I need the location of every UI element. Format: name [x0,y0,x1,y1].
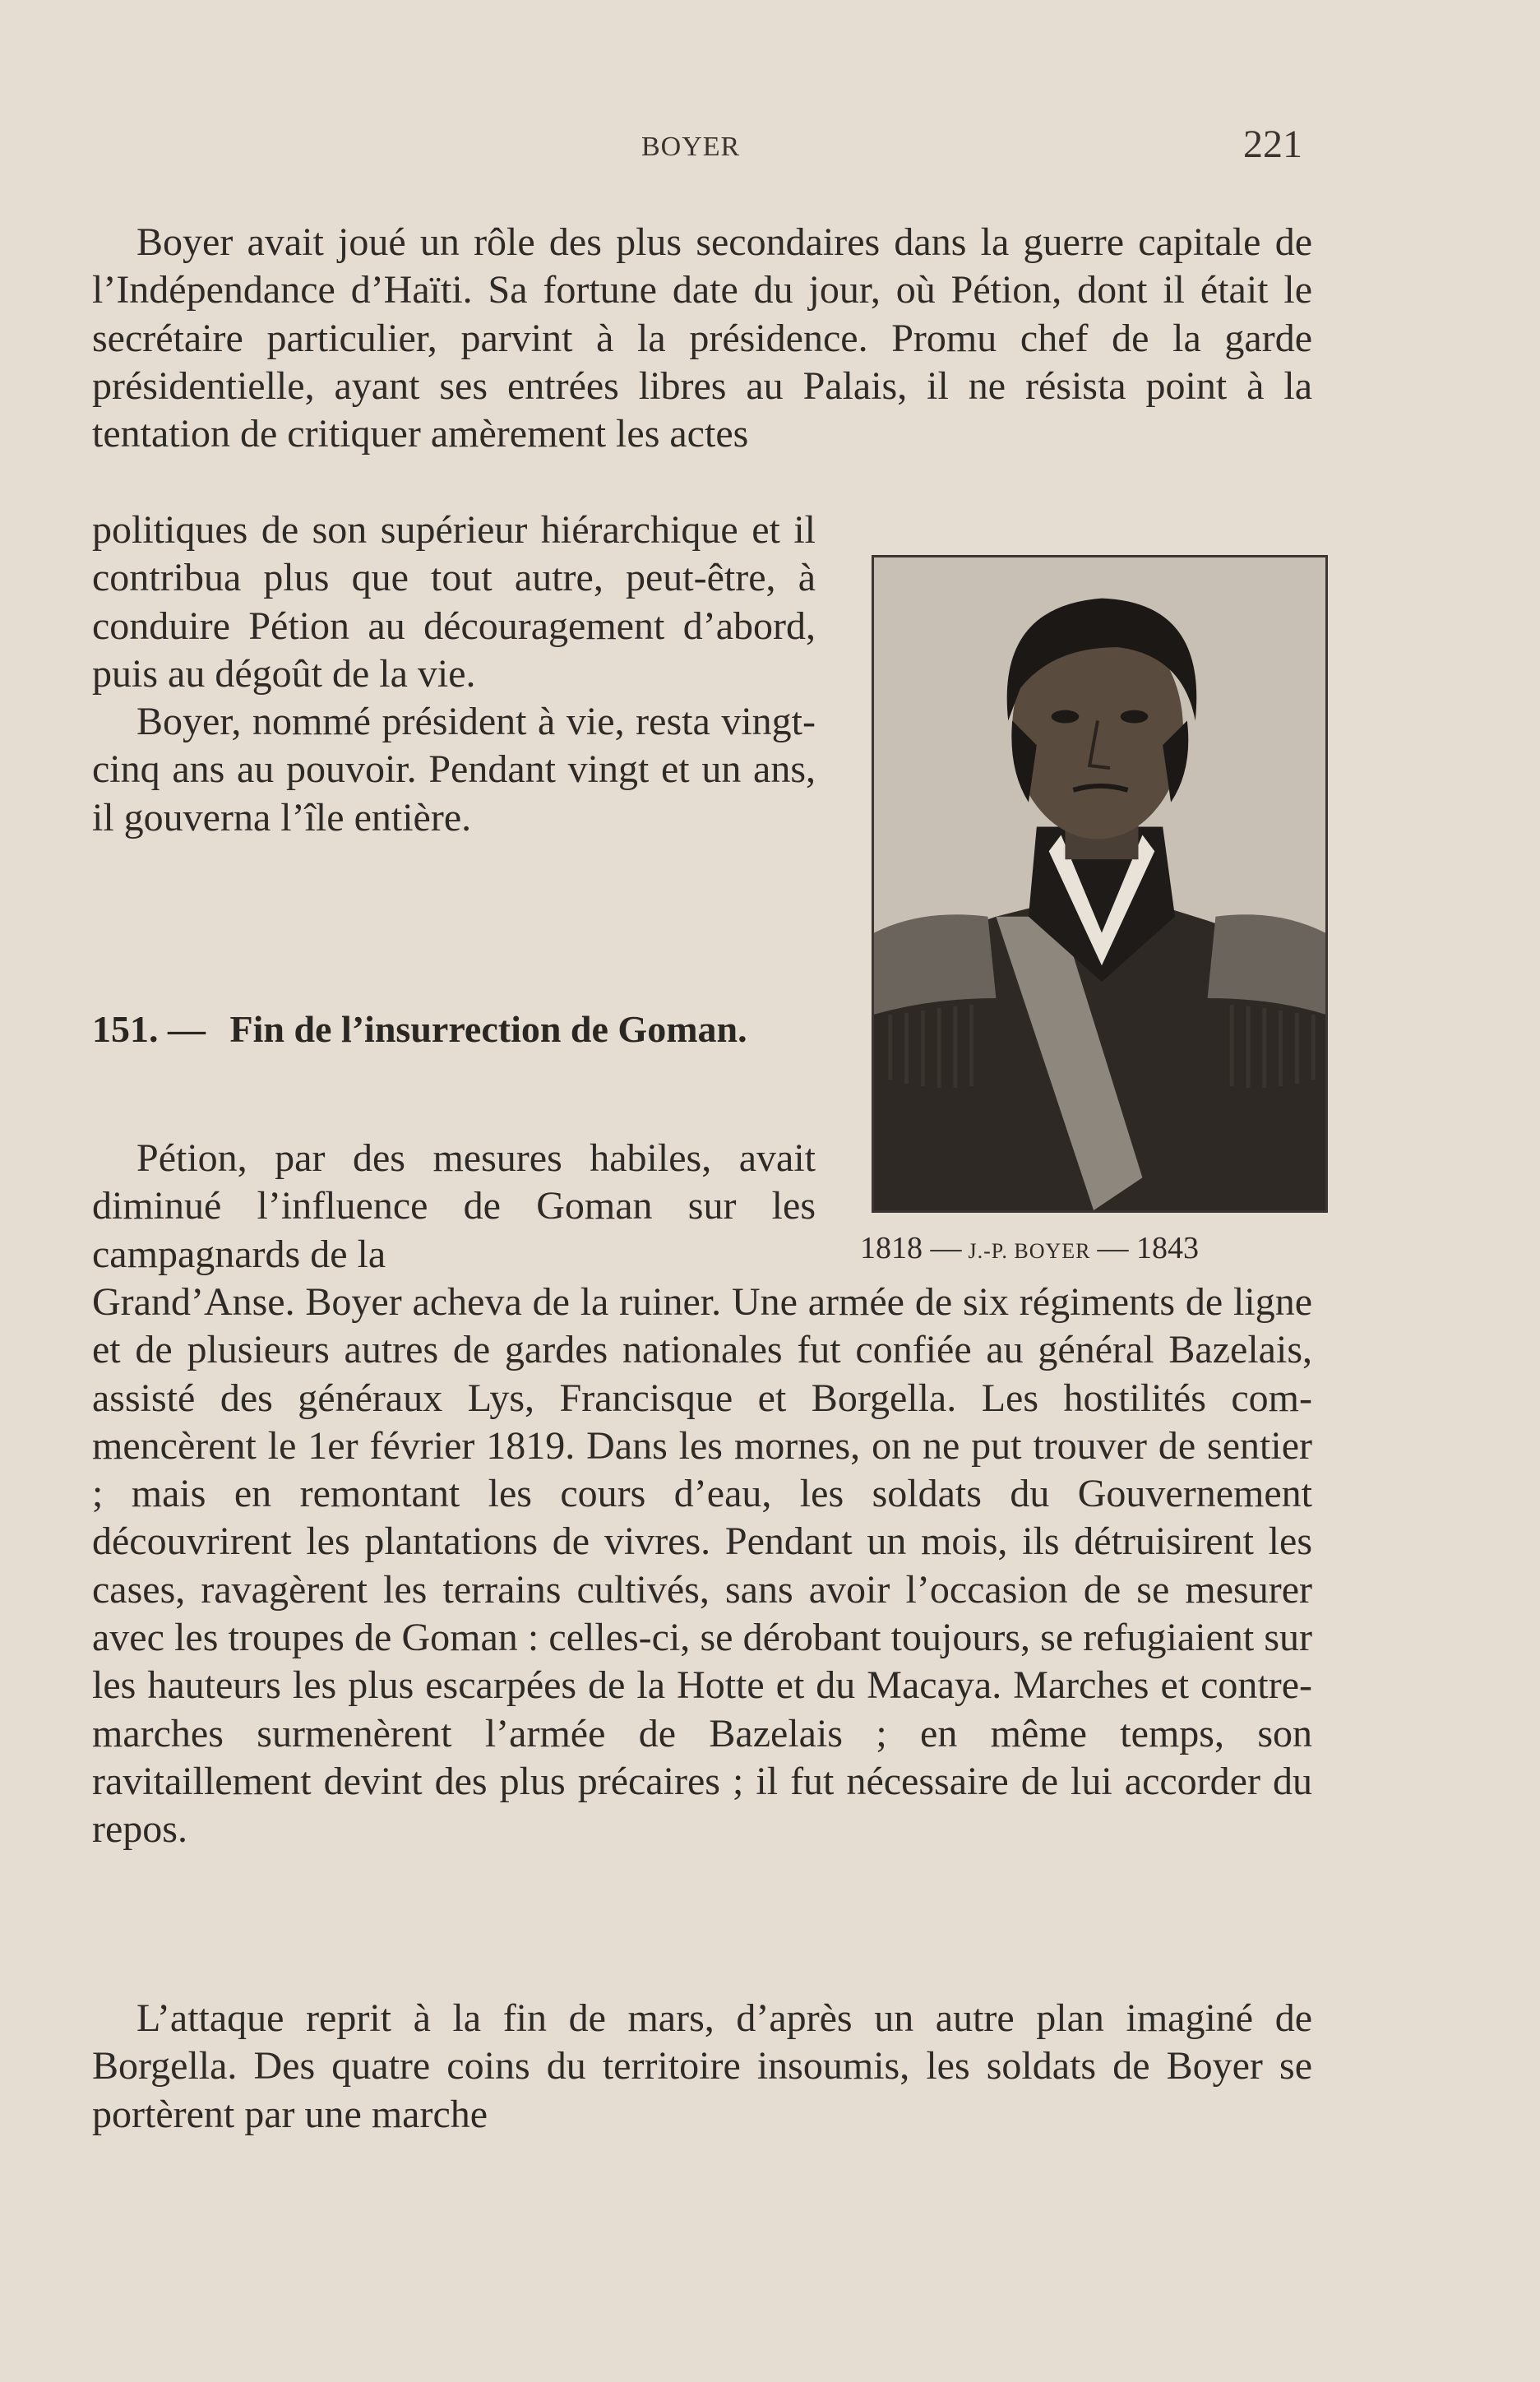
section-number: 151. [92,1008,159,1050]
paragraph-text: Pétion, par des mesures habiles, avait diminué l’influence de Goman sur les campagnards de la [92,1136,816,1276]
running-title: BOYER [641,132,741,162]
paragraph-attack [92,1995,1312,2139]
section-heading [92,1005,816,1054]
paragraph-goman-start [92,1135,816,1279]
section-title: Fin de l’insurrection de Goman. [229,1008,747,1050]
paragraph-goman-continued [92,1279,1312,1854]
portrait-image [872,555,1328,1213]
portrait-caption [860,1230,1337,1266]
paragraph-intro [92,219,1312,458]
portrait-engraving [874,557,1325,1210]
caption-name: J.-P. BOYER [968,1239,1091,1263]
caption-year-end: — 1843 [1097,1231,1199,1265]
paragraph-text: Grand’Anse. Boyer acheva de la ruiner. Une armée de six régiments de ligne et de plusieurs autres de gardes nationales fut confiée au général Bazelais, assisté des généraux Lys, Francisque et Borgella. Les hostilités commencèrent le 1er février 1819. Dans les mornes, on ne put trouver de sentier ; mais en remontant les cours d’eau, les soldats du Gouvernement découvrirent les plantations de vivres. Pendant un mois, ils détruisirent les cases, ravagèrent les terrains cultivés, sans avoir l’occasion de se mesurer avec les troupes de Goman : celles-ci, se dérobant toujours, se refugiaient sur les hauteurs les plus escarpées de la Hotte et du Macaya. Marches et contremarches surmenèrent l’armée de Bazelais ; en même temps, son ravitaillement devint des plus précaires ; il fut nécessaire de lui accorder du repos. [92,1280,1312,1852]
paragraph-president-for-life: Boyer, nommé président à vie, resta vingt-cinq ans au pouvoir. Pendant vingt et un ans, il gouverna l’île entière. [92,700,816,839]
section-dash: — [168,1008,206,1050]
caption-year-start: 1818 — [860,1231,962,1265]
paragraph-intro-continued [92,506,816,842]
paragraph-text: politiques de son supérieur hiérarchique et il contribua plus que tout autre, peut-être, à conduire Pétion au découragement d’abord, puis au dégoût de la vie. [92,508,816,696]
paragraph-text: Boyer avait joué un rôle des plus secondaires dans la guerre capitale de l’Indépendance d’Haïti. Sa fortune date du jour, où Pétion, dont il était le secrétaire particulier, parvint à la présidence. Promu chef de la garde présidentielle, ayant ses entrées libres au Palais, il ne résista point à la tentation de critiquer amèrement les actes [92,220,1312,456]
page-number: 221 [1243,123,1302,166]
paragraph-text: L’attaque reprit à la fin de mars, d’après un autre plan imaginé de Borgella. Des quatre coins du territoire insoumis, les soldats de Boyer se portèrent par une marche [92,1996,1312,2136]
